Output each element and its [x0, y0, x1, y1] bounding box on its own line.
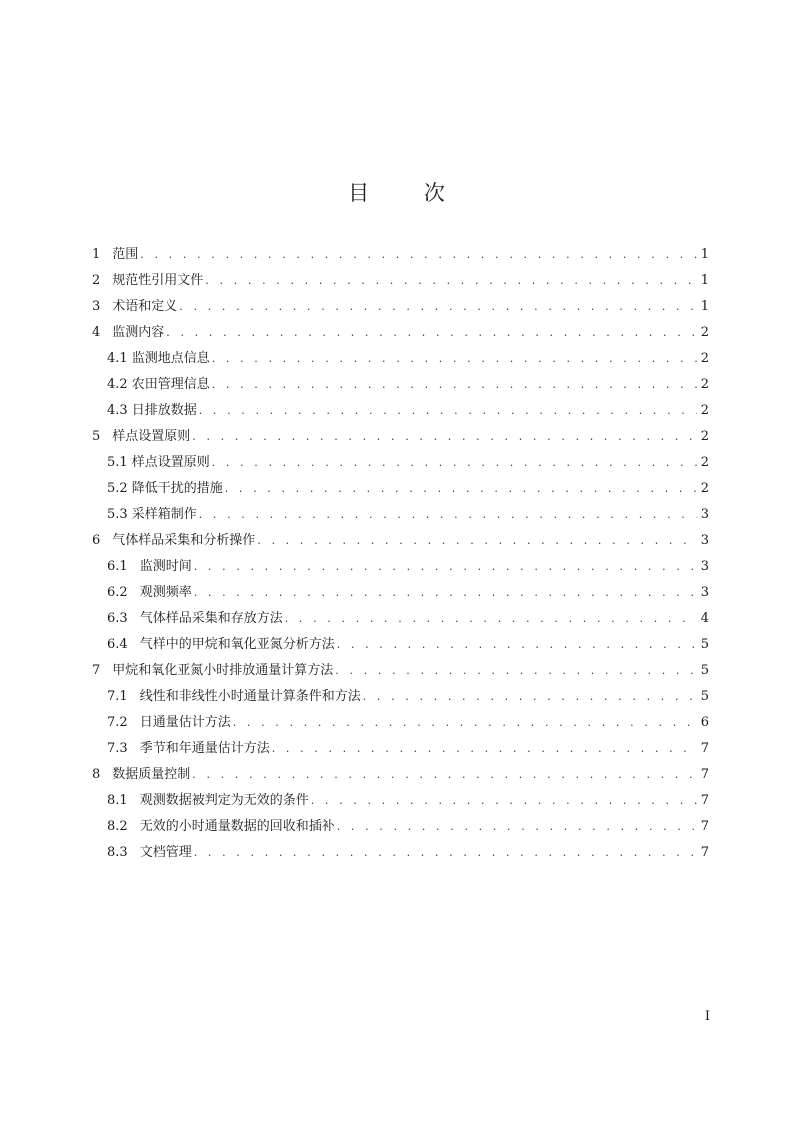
toc-entry[interactable]: [92, 790, 709, 816]
toc-entry[interactable]: [92, 244, 709, 270]
toc-entry-page: 7: [700, 819, 709, 834]
toc-entry-number: 3: [92, 299, 101, 314]
toc-entry-label: 降低干扰的措施: [131, 481, 223, 496]
toc-entry-label: 范围: [112, 247, 139, 262]
toc-entry-label: 规范性引用文件: [112, 273, 204, 288]
toc-dot-leader: [199, 400, 697, 422]
toc-entry-page: 3: [700, 533, 709, 548]
toc-entry[interactable]: [92, 816, 709, 842]
toc-dot-leader: [335, 660, 696, 682]
toc-entry-number: 8.3: [107, 845, 128, 860]
toc-entry-page: 2: [700, 325, 709, 340]
toc-dot-leader: [225, 478, 697, 500]
toc-dot-leader: [194, 582, 697, 604]
toc-dot-leader: [337, 816, 697, 838]
toc-entry[interactable]: [92, 660, 709, 686]
toc-entry-page: 7: [700, 767, 709, 782]
toc-dot-leader: [166, 322, 696, 344]
toc-entry-number: 8.1: [107, 793, 128, 808]
toc-dot-leader: [363, 686, 697, 708]
toc-entry-label: 监测地点信息: [131, 351, 210, 366]
toc-entry-label: 样点设置原则: [112, 429, 191, 444]
toc-entry[interactable]: [92, 738, 709, 764]
toc-entry-page: 7: [700, 845, 709, 860]
toc-entry-label: 无效的小时通量数据的回收和插补: [139, 819, 335, 834]
toc-entry-page: 3: [700, 585, 709, 600]
toc-entry-page: 2: [700, 455, 709, 470]
toc-dot-leader: [192, 426, 696, 448]
toc-entry-page: 1: [700, 273, 709, 288]
toc-dot-leader: [212, 452, 697, 474]
toc-entry-label: 季节和年通量估计方法: [139, 741, 270, 756]
toc-entry-page: 5: [700, 663, 709, 678]
toc-dot-leader: [212, 348, 697, 370]
toc-entry-label: 观测频率: [139, 585, 192, 600]
toc-dot-leader: [205, 270, 696, 292]
toc-entry-number: 7.2: [107, 715, 128, 730]
toc-dot-leader: [285, 608, 697, 630]
toc-entry-page: 7: [700, 793, 709, 808]
toc-entry-page: 2: [700, 377, 709, 392]
toc-entry-label: 气体样品采集和分析操作: [112, 533, 256, 548]
toc-entry-label: 观测数据被判定为无效的条件: [139, 793, 309, 808]
toc-dot-leader: [257, 530, 696, 552]
toc-entry-page: 1: [700, 247, 709, 262]
toc-entry-number: 7: [92, 663, 101, 678]
toc-entry[interactable]: [92, 842, 709, 868]
toc-entry[interactable]: [92, 400, 709, 426]
toc-entry-label: 监测内容: [112, 325, 165, 340]
toc-title: 目 次: [348, 181, 469, 205]
toc-entry[interactable]: [92, 556, 709, 582]
toc-entry[interactable]: [92, 452, 709, 478]
toc-dot-leader: [272, 738, 697, 760]
toc-entry[interactable]: [92, 712, 709, 738]
toc-entry-page: 6: [700, 715, 709, 730]
toc-entry-number: 8.2: [107, 819, 128, 834]
toc-entry-page: 2: [700, 403, 709, 418]
toc-entry-page: 2: [700, 351, 709, 366]
toc-entry-number: 6: [92, 533, 101, 548]
toc-entry-number: 7.1: [107, 689, 128, 704]
toc-entry[interactable]: [92, 634, 709, 660]
toc-entry-page: 3: [700, 559, 709, 574]
toc-entry-number: 6.2: [107, 585, 128, 600]
toc-entry-label: 数据质量控制: [112, 767, 191, 782]
toc-entry-label: 线性和非线性小时通量计算条件和方法: [139, 689, 361, 704]
toc-entry-label: 采样箱制作: [131, 507, 197, 522]
toc-entry-page: 5: [700, 637, 709, 652]
toc-entry-label: 气体样品采集和存放方法: [139, 611, 283, 626]
page-number: I: [704, 1009, 710, 1024]
toc-entry[interactable]: [92, 374, 709, 400]
toc-entry[interactable]: [92, 764, 709, 790]
toc-entry-label: 监测时间: [139, 559, 192, 574]
toc-entry-page: 2: [700, 429, 709, 444]
toc-entry-page: 5: [700, 689, 709, 704]
toc-entry[interactable]: [92, 686, 709, 712]
toc-entry-number: 7.3: [107, 741, 128, 756]
toc-entry[interactable]: [92, 504, 709, 530]
toc-entry-label: 日排放数据: [131, 403, 197, 418]
toc-entry[interactable]: [92, 582, 709, 608]
toc-entry-number: 4: [92, 325, 101, 340]
toc-entry-page: 3: [700, 507, 709, 522]
toc-entry-page: 4: [700, 611, 709, 626]
toc-entry-number: 6.4: [107, 637, 128, 652]
toc-entry-number: 4.2: [107, 377, 128, 392]
toc-entry-page: 1: [700, 299, 709, 314]
toc-entry-label: 甲烷和氧化亚氮小时排放通量计算方法: [112, 663, 334, 678]
toc-entry-label: 文档管理: [139, 845, 192, 860]
toc-entry[interactable]: [92, 478, 709, 504]
toc-entry-number: 2: [92, 273, 101, 288]
toc-dot-leader: [194, 556, 697, 578]
toc-entry-number: 5: [92, 429, 101, 444]
toc-entry-label: 气样中的甲烷和氧化亚氮分析方法: [139, 637, 335, 652]
toc-dot-leader: [212, 374, 697, 396]
toc-dot-leader: [192, 764, 696, 786]
toc-entry-label: 术语和定义: [112, 299, 178, 314]
toc-dot-leader: [194, 842, 697, 864]
toc-entry-page: 7: [700, 741, 709, 756]
toc-entry-label: 日通量估计方法: [139, 715, 231, 730]
toc-entry[interactable]: [92, 530, 709, 556]
toc-dot-leader: [140, 244, 696, 266]
toc-entry-label: 农田管理信息: [131, 377, 210, 392]
toc-entry[interactable]: [92, 322, 709, 348]
toc-dot-leader: [311, 790, 697, 812]
toc-entry-number: 5.2: [107, 481, 128, 496]
toc-entry-number: 1: [92, 247, 101, 262]
toc-entry-number: 4.1: [107, 351, 128, 366]
toc-entry[interactable]: [92, 348, 709, 374]
toc-dot-leader: [233, 712, 697, 734]
table-of-contents: [92, 244, 709, 868]
toc-entry-number: 4.3: [107, 403, 128, 418]
toc-entry-label: 样点设置原则: [131, 455, 210, 470]
toc-entry[interactable]: [92, 270, 709, 296]
toc-entry-number: 6.3: [107, 611, 128, 626]
toc-dot-leader: [179, 296, 696, 318]
toc-entry-number: 6.1: [107, 559, 128, 574]
toc-entry[interactable]: [92, 296, 709, 322]
toc-dot-leader: [199, 504, 697, 526]
toc-entry-page: 2: [700, 481, 709, 496]
toc-entry-number: 5.3: [107, 507, 128, 522]
toc-entry[interactable]: [92, 608, 709, 634]
toc-entry[interactable]: [92, 426, 709, 452]
toc-entry-number: 8: [92, 767, 101, 782]
toc-entry-number: 5.1: [107, 455, 128, 470]
toc-dot-leader: [337, 634, 697, 656]
